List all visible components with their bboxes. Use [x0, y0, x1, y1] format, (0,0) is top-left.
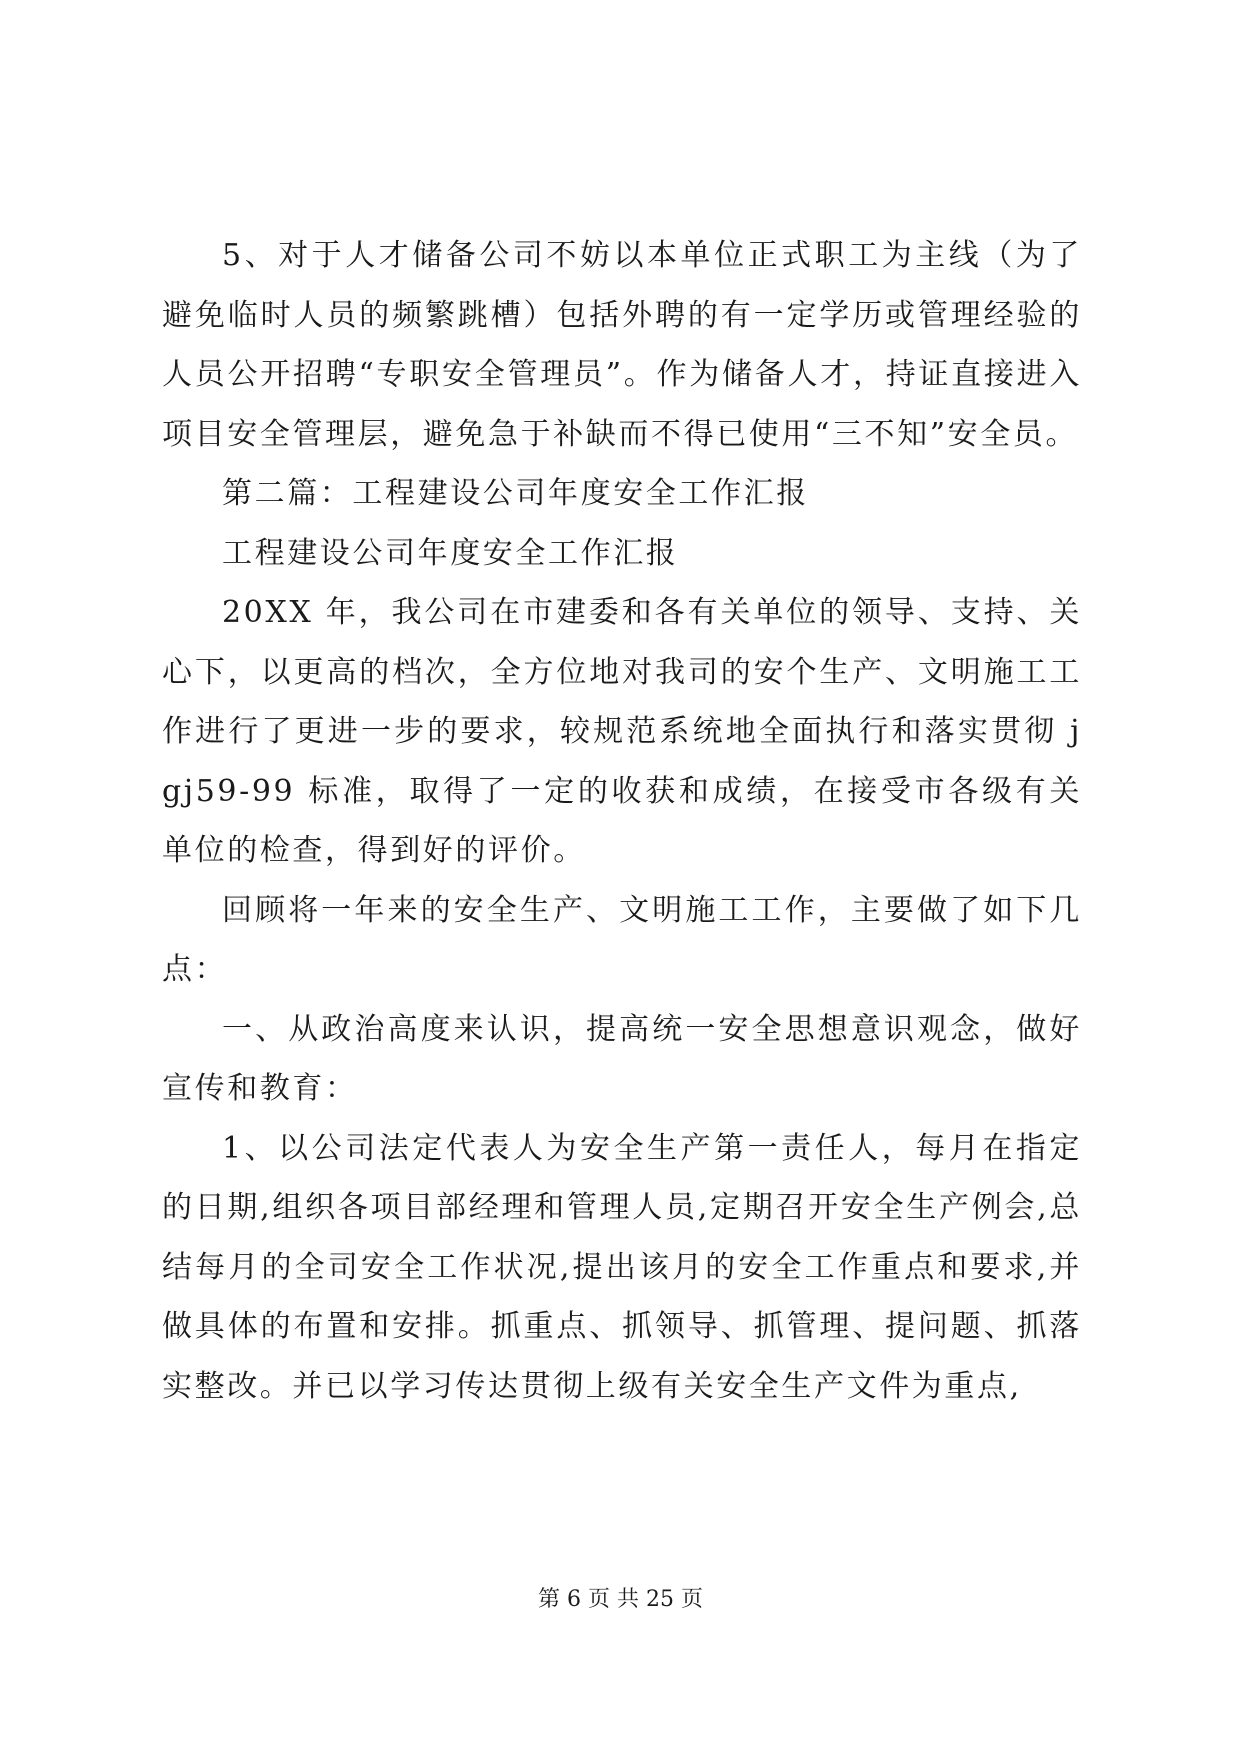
report-title: 工程建设公司年度安全工作汇报 — [222, 535, 679, 571]
paragraph-talent-reserve: 5、对于人才储备公司不妨以本单位正式职工为主线（为了避免临时人员的频繁跳槽）包括外聘的有一定学历或管理经验的人员公开招聘“专职安全管理员”。作为储备人才，持证直接进入项目安全管理层，避免急于补缺而不得已使用“三不知”安全员。 — [162, 238, 1082, 452]
document-body — [162, 226, 1082, 1416]
page-footer: 第 6 页 共 25 页 — [538, 1587, 703, 1612]
section-heading-part-two: 第二篇：工程建设公司年度安全工作汇报 — [222, 476, 809, 511]
paragraph-monthly-meeting: 1、以公司法定代表人为安全生产第一责任人，每月在指定的日期,组织各项目部经理和管理人员,定期召开安全生产例会,总结每月的全司安全工作状况,提出该月的安全工作重点和要求,并做具体的布置和安排。抓重点、抓领导、抓管理、提问题、抓落实整改。并已以学习传达贯彻上级有关安全生产文件为重点, — [162, 1130, 1082, 1404]
paragraph-annual-summary: 20XX 年，我公司在市建委和各有关单位的领导、支持、关心下，以更高的档次，全方位地对我司的安个生产、文明施工工作进行了更进一步的要求，较规范系统地全面执行和落实贯彻 jgj59-99 标准，取得了一定的收获和成绩，在接受市各级有关单位的检查，得到好的评价。 — [162, 595, 1082, 868]
paragraph-review-intro: 回顾将一年来的安全生产、文明施工工作，主要做了如下几点： — [162, 892, 1082, 987]
section-heading-political-awareness: 一、从政治高度来认识，提高统一安全思想意识观念，做好宣传和教育： — [162, 1011, 1082, 1106]
